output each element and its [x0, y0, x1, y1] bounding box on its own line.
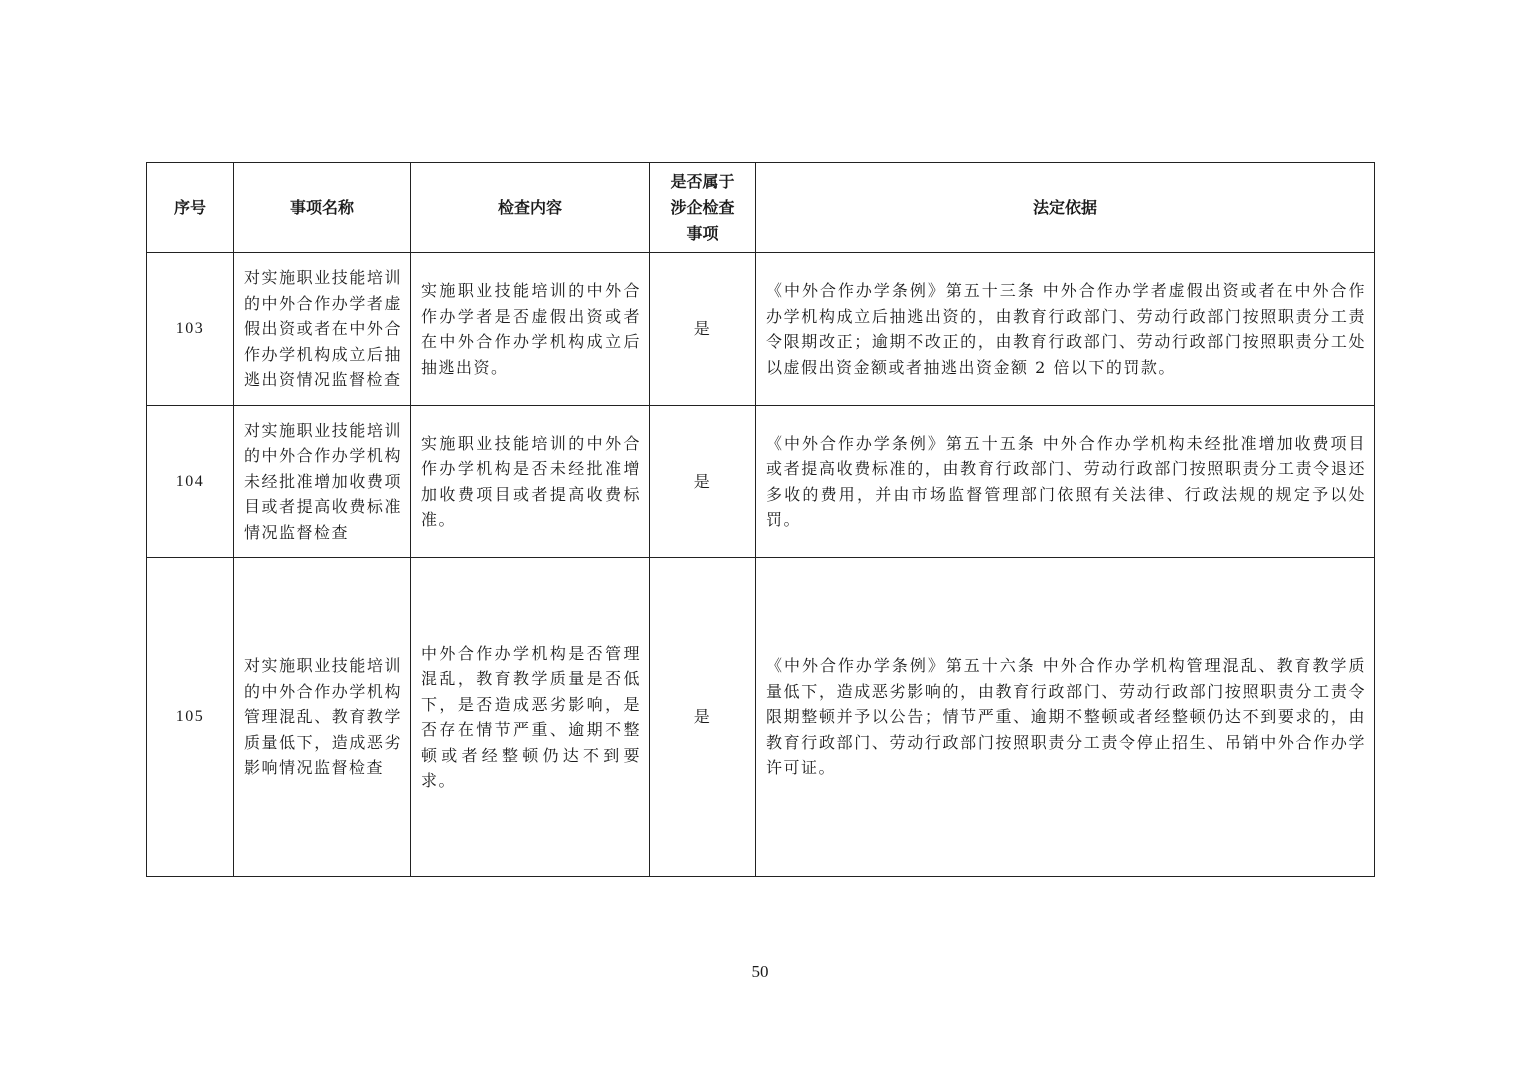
row-check-content: 中外合作办学机构是否管理混乱，教育教学质量是否低下，是否造成恶劣影响，是否存在情节严重、逾期不整顿或者经整顿仍达不到要求。 — [411, 558, 650, 877]
table-row — [147, 253, 1375, 406]
row-item-name: 对实施职业技能培训的中外合作办学机构管理混乱、教育教学质量低下，造成恶劣影响情况监督检查 — [234, 558, 411, 877]
row-item-name: 对实施职业技能培训的中外合作办学者虚假出资或者在中外合作办学机构成立后抽逃出资情况监督检查 — [234, 253, 411, 406]
header-enterprise-related-text: 是否属于涉企检查事项 — [670, 171, 735, 243]
row-enterprise-related: 是 — [650, 406, 756, 558]
page-number: 50 — [751, 962, 769, 981]
row-seq: 105 — [147, 558, 234, 877]
table-row — [147, 558, 1375, 877]
row-check-content: 实施职业技能培训的中外合作办学者是否虚假出资或者在中外合作办学机构成立后抽逃出资。 — [411, 253, 650, 406]
row-seq: 103 — [147, 253, 234, 406]
header-enterprise-related — [650, 163, 756, 253]
header-item-name: 事项名称 — [234, 163, 411, 253]
header-legal-basis: 法定依据 — [756, 163, 1375, 253]
table-header — [147, 163, 1375, 253]
row-legal-basis: 《中外合作办学条例》第五十三条 中外合作办学者虚假出资或者在中外合作办学机构成立后抽逃出资的，由教育行政部门、劳动行政部门按照职责分工责令限期改正；逾期不改正的，由教育行政部门、劳动行政部门按照职责分工处以虚假出资金额或者抽逃出资金额 2 倍以下的罚款。 — [756, 253, 1375, 406]
row-enterprise-related: 是 — [650, 253, 756, 406]
row-check-content: 实施职业技能培训的中外合作办学机构是否未经批准增加收费项目或者提高收费标准。 — [411, 406, 650, 558]
row-seq: 104 — [147, 406, 234, 558]
table-row — [147, 406, 1375, 558]
header-check-content: 检查内容 — [411, 163, 650, 253]
header-seq: 序号 — [147, 163, 234, 253]
row-legal-basis: 《中外合作办学条例》第五十五条 中外合作办学机构未经批准增加收费项目或者提高收费标准的，由教育行政部门、劳动行政部门按照职责分工责令退还多收的费用，并由市场监督管理部门依照有关法律、行政法规的规定予以处罚。 — [756, 406, 1375, 558]
table-body — [147, 253, 1375, 877]
row-enterprise-related: 是 — [650, 558, 756, 877]
row-item-name: 对实施职业技能培训的中外合作办学机构未经批准增加收费项目或者提高收费标准情况监督检查 — [234, 406, 411, 558]
inspection-items-table — [146, 162, 1375, 877]
header-row — [147, 163, 1375, 253]
row-legal-basis: 《中外合作办学条例》第五十六条 中外合作办学机构管理混乱、教育教学质量低下，造成恶劣影响的，由教育行政部门、劳动行政部门按照职责分工责令限期整顿并予以公告；情节严重、逾期不整顿或者经整顿仍达不到要求的，由教育行政部门、劳动行政部门按照职责分工责令停止招生、吊销中外合作办学许可证。 — [756, 558, 1375, 877]
